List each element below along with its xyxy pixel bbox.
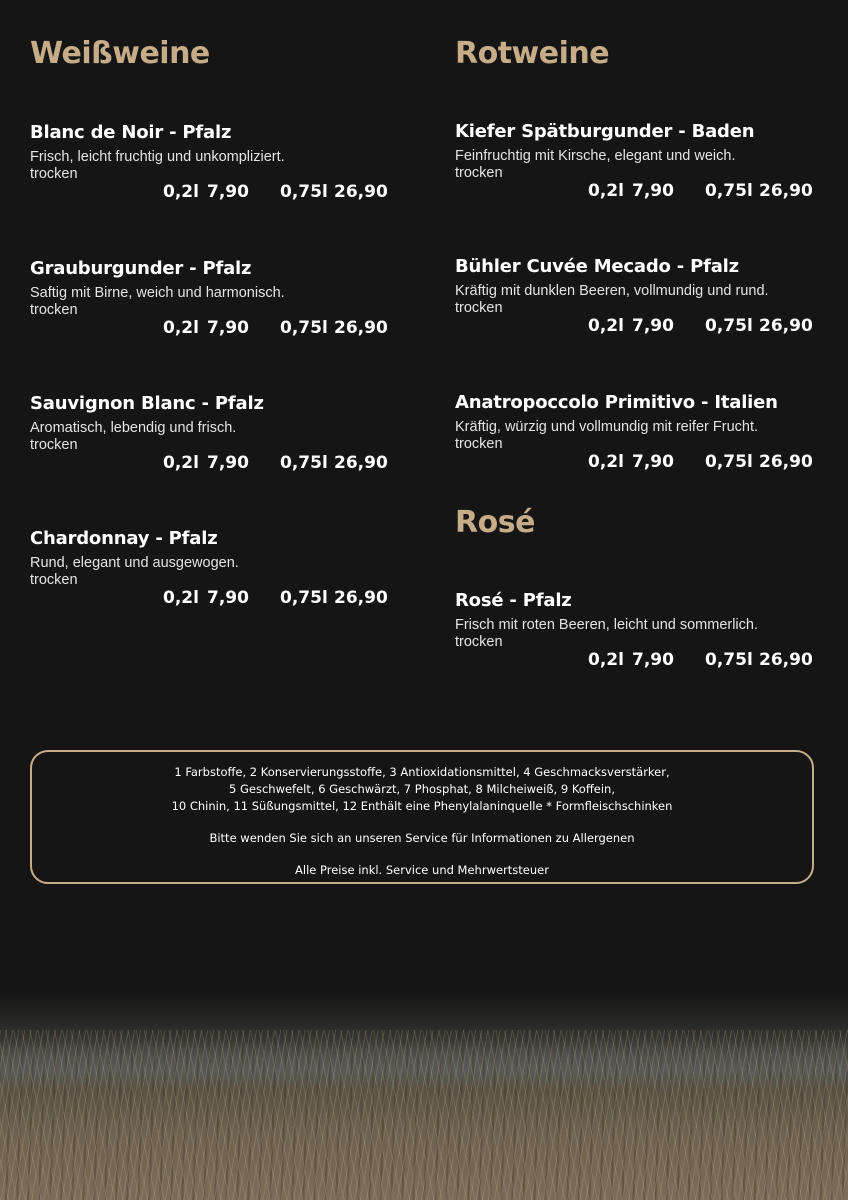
glass-volume: 0,2l — [163, 182, 199, 202]
bottle-volume: 0,75l — [280, 182, 328, 202]
bottle-price: 26,90 — [334, 453, 388, 473]
allergen-note: Bitte wenden Sie sich an unseren Service für Informationen zu Allergenen — [209, 831, 635, 845]
additives-list — [32, 764, 812, 815]
wine-sweetness: trocken — [455, 165, 503, 181]
wine-sweetness: trocken — [30, 166, 78, 182]
glass-volume: 0,2l — [163, 588, 199, 608]
section-title-red-wines: Rotweine — [455, 36, 610, 71]
bottle-volume: 0,75l — [280, 453, 328, 473]
wine-sweetness: trocken — [30, 572, 78, 588]
wine-sweetness: trocken — [455, 436, 503, 452]
wine-description: Saftig mit Birne, weich und harmonisch. — [30, 285, 285, 301]
wine-prices — [163, 182, 393, 206]
glass-price: 7,90 — [207, 588, 249, 608]
wine-description: Rund, elegant und ausgewogen. — [30, 555, 239, 571]
wine-prices — [163, 318, 393, 342]
bottle-volume: 0,75l — [705, 452, 753, 472]
glass-price: 7,90 — [632, 316, 674, 336]
glass-volume: 0,2l — [588, 452, 624, 472]
section-title-white-wines: Weißweine — [30, 36, 210, 71]
glass-price: 7,90 — [207, 318, 249, 338]
glass-volume: 0,2l — [588, 181, 624, 201]
additives-line: 5 Geschwefelt, 6 Geschwärzt, 7 Phosphat, 8 Milcheiweiß, 9 Koffein, — [229, 782, 615, 796]
wine-item — [455, 121, 815, 201]
wine-name: Chardonnay - Pfalz — [30, 528, 218, 549]
wine-name: Anatropoccolo Primitivo - Italien — [455, 392, 778, 413]
wine-description: Frisch, leicht fruchtig und unkompliziert. — [30, 149, 285, 165]
glass-price: 7,90 — [632, 452, 674, 472]
section-title-rose: Rosé — [455, 505, 535, 540]
glass-volume: 0,2l — [588, 316, 624, 336]
wine-item — [30, 528, 390, 608]
wine-sweetness: trocken — [455, 300, 503, 316]
glass-price: 7,90 — [207, 182, 249, 202]
bottle-price: 26,90 — [759, 181, 813, 201]
glass-price: 7,90 — [207, 453, 249, 473]
bottle-price: 26,90 — [759, 452, 813, 472]
wine-item — [455, 392, 815, 472]
vat-note: Alle Preise inkl. Service und Mehrwertsteuer — [295, 863, 549, 877]
wine-name: Bühler Cuvée Mecado - Pfalz — [455, 256, 739, 277]
wine-description: Kräftig mit dunklen Beeren, vollmundig und rund. — [455, 283, 769, 299]
bottle-price: 26,90 — [759, 316, 813, 336]
wine-prices — [588, 650, 818, 674]
wine-prices — [588, 316, 818, 340]
wine-description: Frisch mit roten Beeren, leicht und sommerlich. — [455, 617, 758, 633]
bottle-volume: 0,75l — [705, 650, 753, 670]
wine-description: Kräftig, würzig und vollmundig mit reifer Frucht. — [455, 419, 758, 435]
wine-item — [30, 122, 390, 202]
bottle-volume: 0,75l — [705, 181, 753, 201]
wine-prices — [588, 452, 818, 476]
wine-name: Rosé - Pfalz — [455, 590, 572, 611]
bottle-price: 26,90 — [334, 182, 388, 202]
glass-volume: 0,2l — [588, 650, 624, 670]
bottle-price: 26,90 — [759, 650, 813, 670]
wine-description: Aromatisch, lebendig und frisch. — [30, 420, 237, 436]
wine-name: Sauvignon Blanc - Pfalz — [30, 393, 264, 414]
wine-item — [30, 393, 390, 473]
glass-price: 7,90 — [632, 181, 674, 201]
glass-volume: 0,2l — [163, 453, 199, 473]
wine-item — [30, 258, 390, 338]
wine-item — [455, 256, 815, 336]
wine-prices — [163, 453, 393, 477]
wine-sweetness: trocken — [30, 437, 78, 453]
wine-name: Blanc de Noir - Pfalz — [30, 122, 232, 143]
additives-line: 1 Farbstoffe, 2 Konservierungsstoffe, 3 Antioxidationsmittel, 4 Geschmacksverstärker, — [174, 765, 670, 779]
info-box — [30, 750, 814, 884]
wine-name: Kiefer Spätburgunder - Baden — [455, 121, 755, 142]
glass-volume: 0,2l — [163, 318, 199, 338]
wine-name: Grauburgunder - Pfalz — [30, 258, 252, 279]
bottle-volume: 0,75l — [705, 316, 753, 336]
wine-prices — [163, 588, 393, 612]
bottle-price: 26,90 — [334, 588, 388, 608]
bottle-volume: 0,75l — [280, 588, 328, 608]
wine-sweetness: trocken — [30, 302, 78, 318]
grass-texture — [0, 1030, 848, 1200]
bottle-volume: 0,75l — [280, 318, 328, 338]
bottle-price: 26,90 — [334, 318, 388, 338]
wine-prices — [588, 181, 818, 205]
additives-line: 10 Chinin, 11 Süßungsmittel, 12 Enthält eine Phenylalaninquelle * Formfleischschinken — [171, 799, 673, 813]
wine-description: Feinfruchtig mit Kirsche, elegant und weich. — [455, 148, 736, 164]
glass-price: 7,90 — [632, 650, 674, 670]
wine-sweetness: trocken — [455, 634, 503, 650]
wine-item — [455, 590, 815, 670]
